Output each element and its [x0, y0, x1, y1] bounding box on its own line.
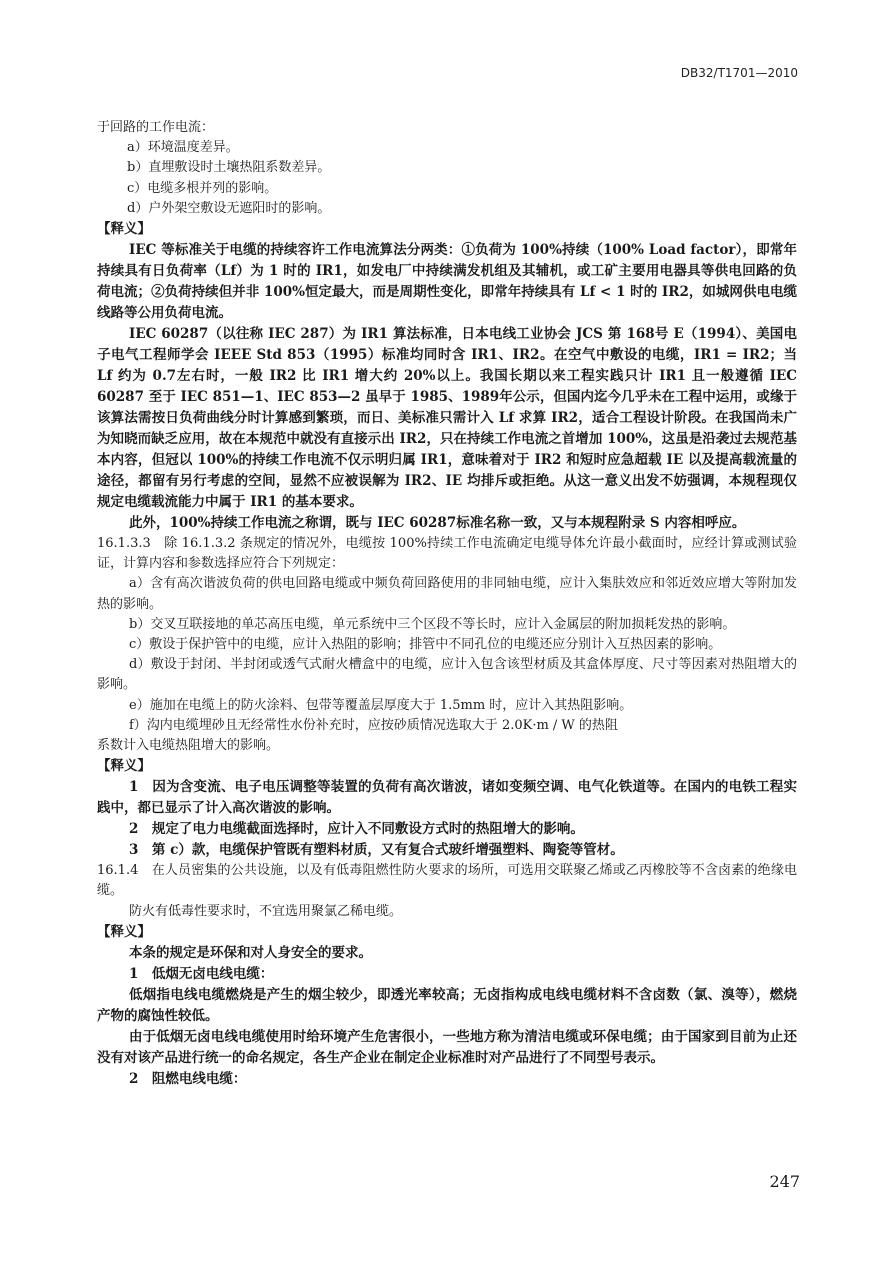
- paragraph: 由于低烟无卤电线电缆使用时给环境产生危害很小，一些地方称为清洁电缆或环保电缆；由于国家到目前为止还没有对该产品进行统一的命名规定，各生产企业在制定企业标准时对产品进行了不同型号表示。: [97, 1028, 797, 1066]
- paragraph: a）环境温度差异。: [127, 140, 239, 156]
- paragraph: c）电缆多根并列的影响。: [127, 180, 278, 196]
- paragraph: d）户外架空敷设无遮阳时的影响。: [127, 200, 331, 216]
- paragraph: 系数计入电缆热阻增大的影响。: [97, 738, 280, 754]
- document-code: DB32/T1701—2010: [680, 66, 798, 80]
- paragraph: 3 第 c）款，电缆保护管既有塑料材质，又有复合式玻纤增强塑料、陶瓷等管材。: [129, 842, 624, 859]
- paragraph: 于回路的工作电流：: [97, 120, 215, 135]
- section-heading: 【释义】: [97, 758, 151, 775]
- paragraph: 本条的规定是环保和对人身安全的要求。: [129, 944, 372, 961]
- paragraph: b）交叉互联接地的单芯高压电缆，单元系统中三个区段不等长时，应计入金属层的附加损耗发热的影响。: [129, 616, 736, 632]
- paragraph: 16.1.4 在人员密集的公共设施，以及有低毒阻燃性防火要求的场所，可选用交联聚乙烯或乙丙橡胶等不含卤素的绝缘电缆。: [97, 863, 797, 899]
- paragraph: 低烟指电线电缆燃烧是产生的烟尘较少，即透光率较高；无卤指构成电线电缆材料不含卤数（氯、溴等），燃烧产物的腐蚀性较低。: [97, 986, 797, 1024]
- paragraph: 16.1.3.3 除 16.1.3.2 条规定的情况外，电缆按 100%持续工作电流确定电缆导体允许最小截面时，应经计算或测试验证，计算内容和参数选择应符合下列规定：: [97, 536, 797, 572]
- paragraph: a）含有高次谐波负荷的供电回路电缆或中频负荷回路使用的非同轴电缆，应计入集肤效应和邻近效应增大等附加发热的影响。: [97, 576, 797, 612]
- paragraph: 1 因为含变流、电子电压调整等装置的负荷有高次谐波，诸如变频空调、电气化铁道等。在国内的电铁工程实践中，都已显示了计入高次谐波的影响。: [97, 779, 797, 817]
- section-heading: 【释义】: [97, 221, 151, 238]
- paragraph: IEC 60287（以往称 IEC 287）为 IR1 算法标准，日本电线工业协会 JCS 第 168号 E（1994）、美国电子电气工程师学会 IEEE Std 853（1995）标准均同时含 IR1、IR2。在空气中敷设的电缆，IR1 = IR2；当 Lf 约为 0.7左右时，一般 IR2 比 IR1 增大约 20%以上。我国长期以来工程实践只计 IR1 且一般遵循 IEC 60287 至于 IEC 851—1、IEC 853—2 虽早于 1985、1989年公示，但国内迄今几乎未在工程中运用，或缘于该算法需按日负荷曲线分时计算感到繁琐，而日、美标准只需计入 Lf 求算 IR2，适合工程设计阶段。在我国尚未广为知晓而缺乏应用，故在本规范中就没有直接示出 IR2，只在持续工作电流之首增加 100%，这虽是沿袭过去规范基本内容，但冠以 100%的持续工作电流不仅示明归属 IR1，意味着对于 IR2 和短时应急超载 IE 以及提高载流量的途径，都留有另行考虑的空间，显然不应被误解为 IR2、IE 均排斥或拒绝。从这一意义出发不妨强调，本规程现仅规定电缆载流能力中属于 IR1 的基本要求。: [97, 326, 797, 511]
- page-number: 247: [769, 1172, 800, 1191]
- paragraph: 2 规定了电力电缆截面选择时，应计入不同敷设方式时的热阻增大的影响。: [129, 821, 584, 838]
- paragraph: 2 阻燃电线电缆：: [129, 1070, 247, 1087]
- paragraph: c）敷设于保护管中的电缆，应计入热阻的影响；排管中不同孔位的电缆还应分别计入互热因素的影响。: [129, 637, 722, 653]
- paragraph: IEC 等标准关于电缆的持续容许工作电流算法分两类：①负荷为 100%持续（100% Load factor），即常年持续具有日负荷率（Lf）为 1 时的 IR1，如发电厂中持续满发机组及其辅机，或工矿主要用电器具等供电回路的负荷电流；②负荷持续但并非 100%恒定最大，而是周期性变化，即常年持续具有 Lf < 1 时的 IR2，如城网供电电缆线路等公用负荷电流。: [97, 242, 797, 322]
- paragraph: e）施加在电缆上的防火涂料、包带等覆盖层厚度大于 1.5mm 时，应计入其热阻影响。: [129, 697, 633, 713]
- paragraph: 防火有低毒性要求时，不宜选用聚氯乙稀电缆。: [129, 903, 403, 919]
- paragraph: b）直埋敷设时土壤热阻系数差异。: [127, 160, 331, 176]
- paragraph: 此外，100%持续工作电流之称谓，既与 IEC 60287标准名称一致，又与本规程附录 S 内容相呼应。: [129, 515, 746, 532]
- section-heading: 【释义】: [97, 923, 151, 940]
- page-body: [97, 118, 797, 1090]
- paragraph: 1 低烟无卤电线电缆：: [129, 965, 274, 982]
- paragraph: f）沟内电缆埋砂且无经常性水份补充时，应按砂质情况选取大于 2.0K·m / W 的热阻: [129, 717, 618, 733]
- paragraph: d）敷设于封闭、半封闭或透气式耐火槽盒中的电缆，应计入包含该型材质及其盒体厚度、尺寸等因素对热阻增大的影响。: [97, 657, 797, 693]
